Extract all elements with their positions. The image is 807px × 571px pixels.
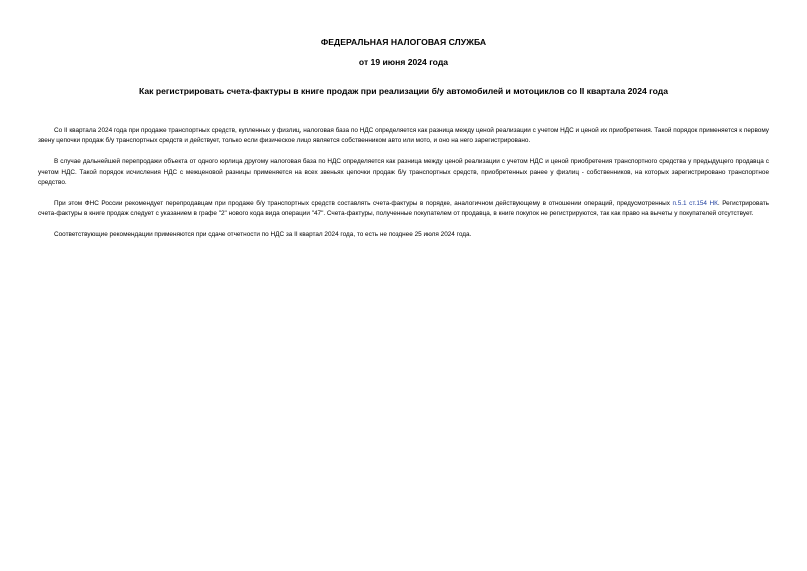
paragraph-3-text-start: При этом ФНС России рекомендует перепродавцам при продаже б/у транспортных средств составлять счета-фактуры в порядке, аналогичном действующему в отношении операций, предусмотренных — [54, 199, 673, 207]
document-body — [38, 126, 769, 251]
paragraph-2: В случае дальнейшей перепродажи объекта от одного юрлица другому налоговая база по НДС определяется как разница между ценой реализации с учетом НДС и ценой приобретения транспортного средства у предыдущего продавца с учетом НДС. Такой порядок исчисления НДС с межценовой разницы применяется на всех звеньях цепочки продаж б/у транспортных средств, приобретенных ранее у физлиц - собственников, на которых зарегистрировано транспортное средство. — [38, 158, 769, 187]
paragraph-3-text-end: . Регистрировать счета-фактуры в книге продаж следует с указанием в графе "2" нового кода вида операции "47". Счета-фактуры, полученные покупателем от продавца, в книге покупок не регистрируются, так как право на вычеты у покупателей отсутствует. — [38, 199, 769, 218]
paragraph-3 — [38, 199, 769, 220]
document-title: Как регистрировать счета-фактуры в книге продаж при реализации б/у автомобилей и мотоциклов со II квартала 2024 года — [139, 86, 668, 96]
law-reference-link[interactable]: п.5.1 ст.154 НК — [672, 199, 718, 207]
paragraph-1: Со II квартала 2024 года при продаже транспортных средств, купленных у физлиц, налоговая база по НДС определяется как разница между ценой реализации с учетом НДС и ценой их приобретения. Такой порядок применяется к первому звену цепочки продаж б/у транспортных средств и действует, только если физическое лицо является собственником авто или мото, и оно на него зарегистрировано. — [38, 127, 769, 145]
agency-name: ФЕДЕРАЛЬНАЯ НАЛОГОВАЯ СЛУЖБА — [320, 37, 487, 47]
document-date: от 19 июня 2024 года — [358, 57, 449, 67]
paragraph-4: Соответствующие рекомендации применяются при сдаче отчетности по НДС за II квартал 2024 года, то есть не позднее 25 июля 2024 года. — [54, 231, 472, 239]
